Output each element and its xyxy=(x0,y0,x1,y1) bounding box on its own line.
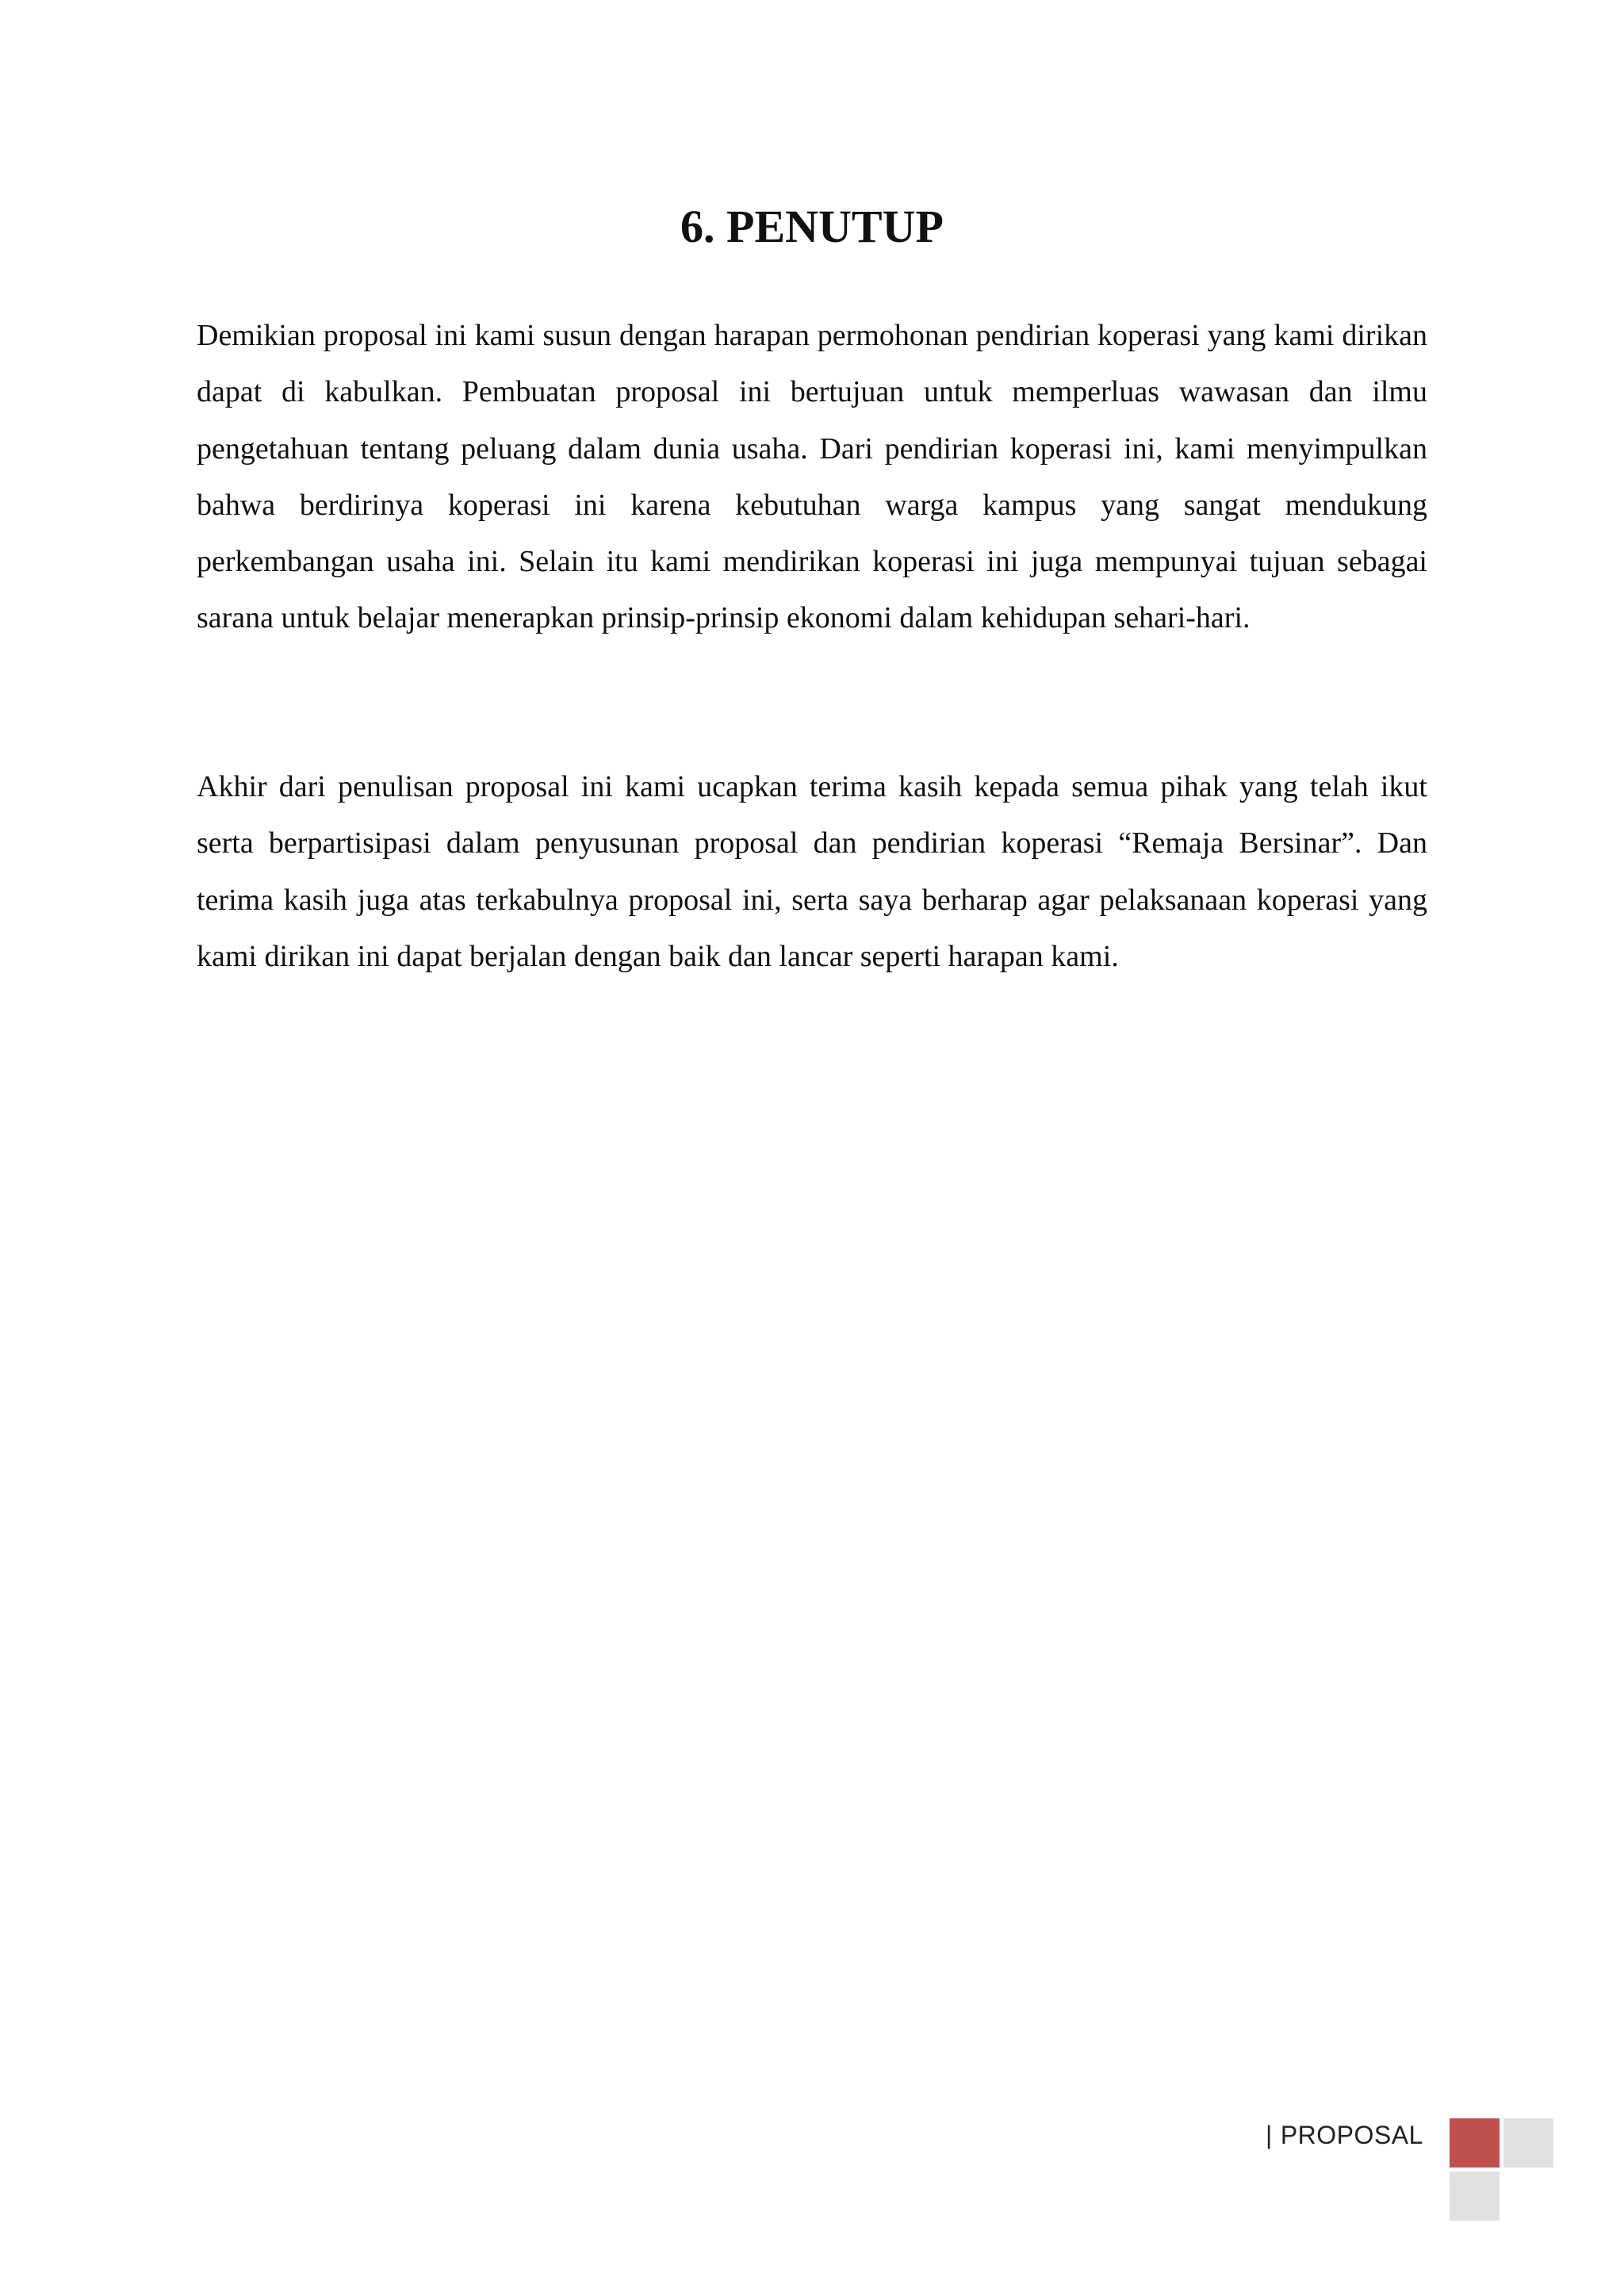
footer-title: PROPOSAL xyxy=(1280,2121,1423,2149)
closing-paragraph-1: Demikian proposal ini kami susun dengan harapan permohonan pendirian koperasi yang kami dirikan dapat di kabulkan. Pembuatan proposal ini bertujuan untuk memperluas wawasan dan ilmu pengetahuan tentang peluang dalam dunia usaha. Dari pendirian koperasi ini, kami menyimpulkan bahwa berdirinya koperasi ini karena kebutuhan warga kampus yang sangat mendukung perkembangan usaha ini. Selain itu kami mendirikan koperasi ini juga mempunyai tujuan sebagai sarana untuk belajar menerapkan prinsip-prinsip ekonomi dalam kehidupan sehari-hari. xyxy=(197,319,1427,635)
closing-paragraph-2: Akhir dari penulisan proposal ini kami ucapkan terima kasih kepada semua pihak yang telah ikut serta berpartisipasi dalam penyusunan proposal dan pendirian koperasi “Remaja Bersinar”. Dan terima kasih juga atas terkabulnya proposal ini, serta saya berharap agar pelaksanaan koperasi yang kami dirikan ini dapat berjalan dengan baik dan lancar seperti harapan kami. xyxy=(197,770,1427,973)
footer-gray-square-bottom xyxy=(1450,2171,1500,2221)
footer-red-square xyxy=(1450,2118,1500,2168)
section-heading: 6. PENUTUP xyxy=(680,201,944,252)
footer-gray-square-top xyxy=(1503,2118,1553,2168)
footer-label xyxy=(1266,2111,1423,2159)
footer-separator: | xyxy=(1266,2121,1273,2149)
